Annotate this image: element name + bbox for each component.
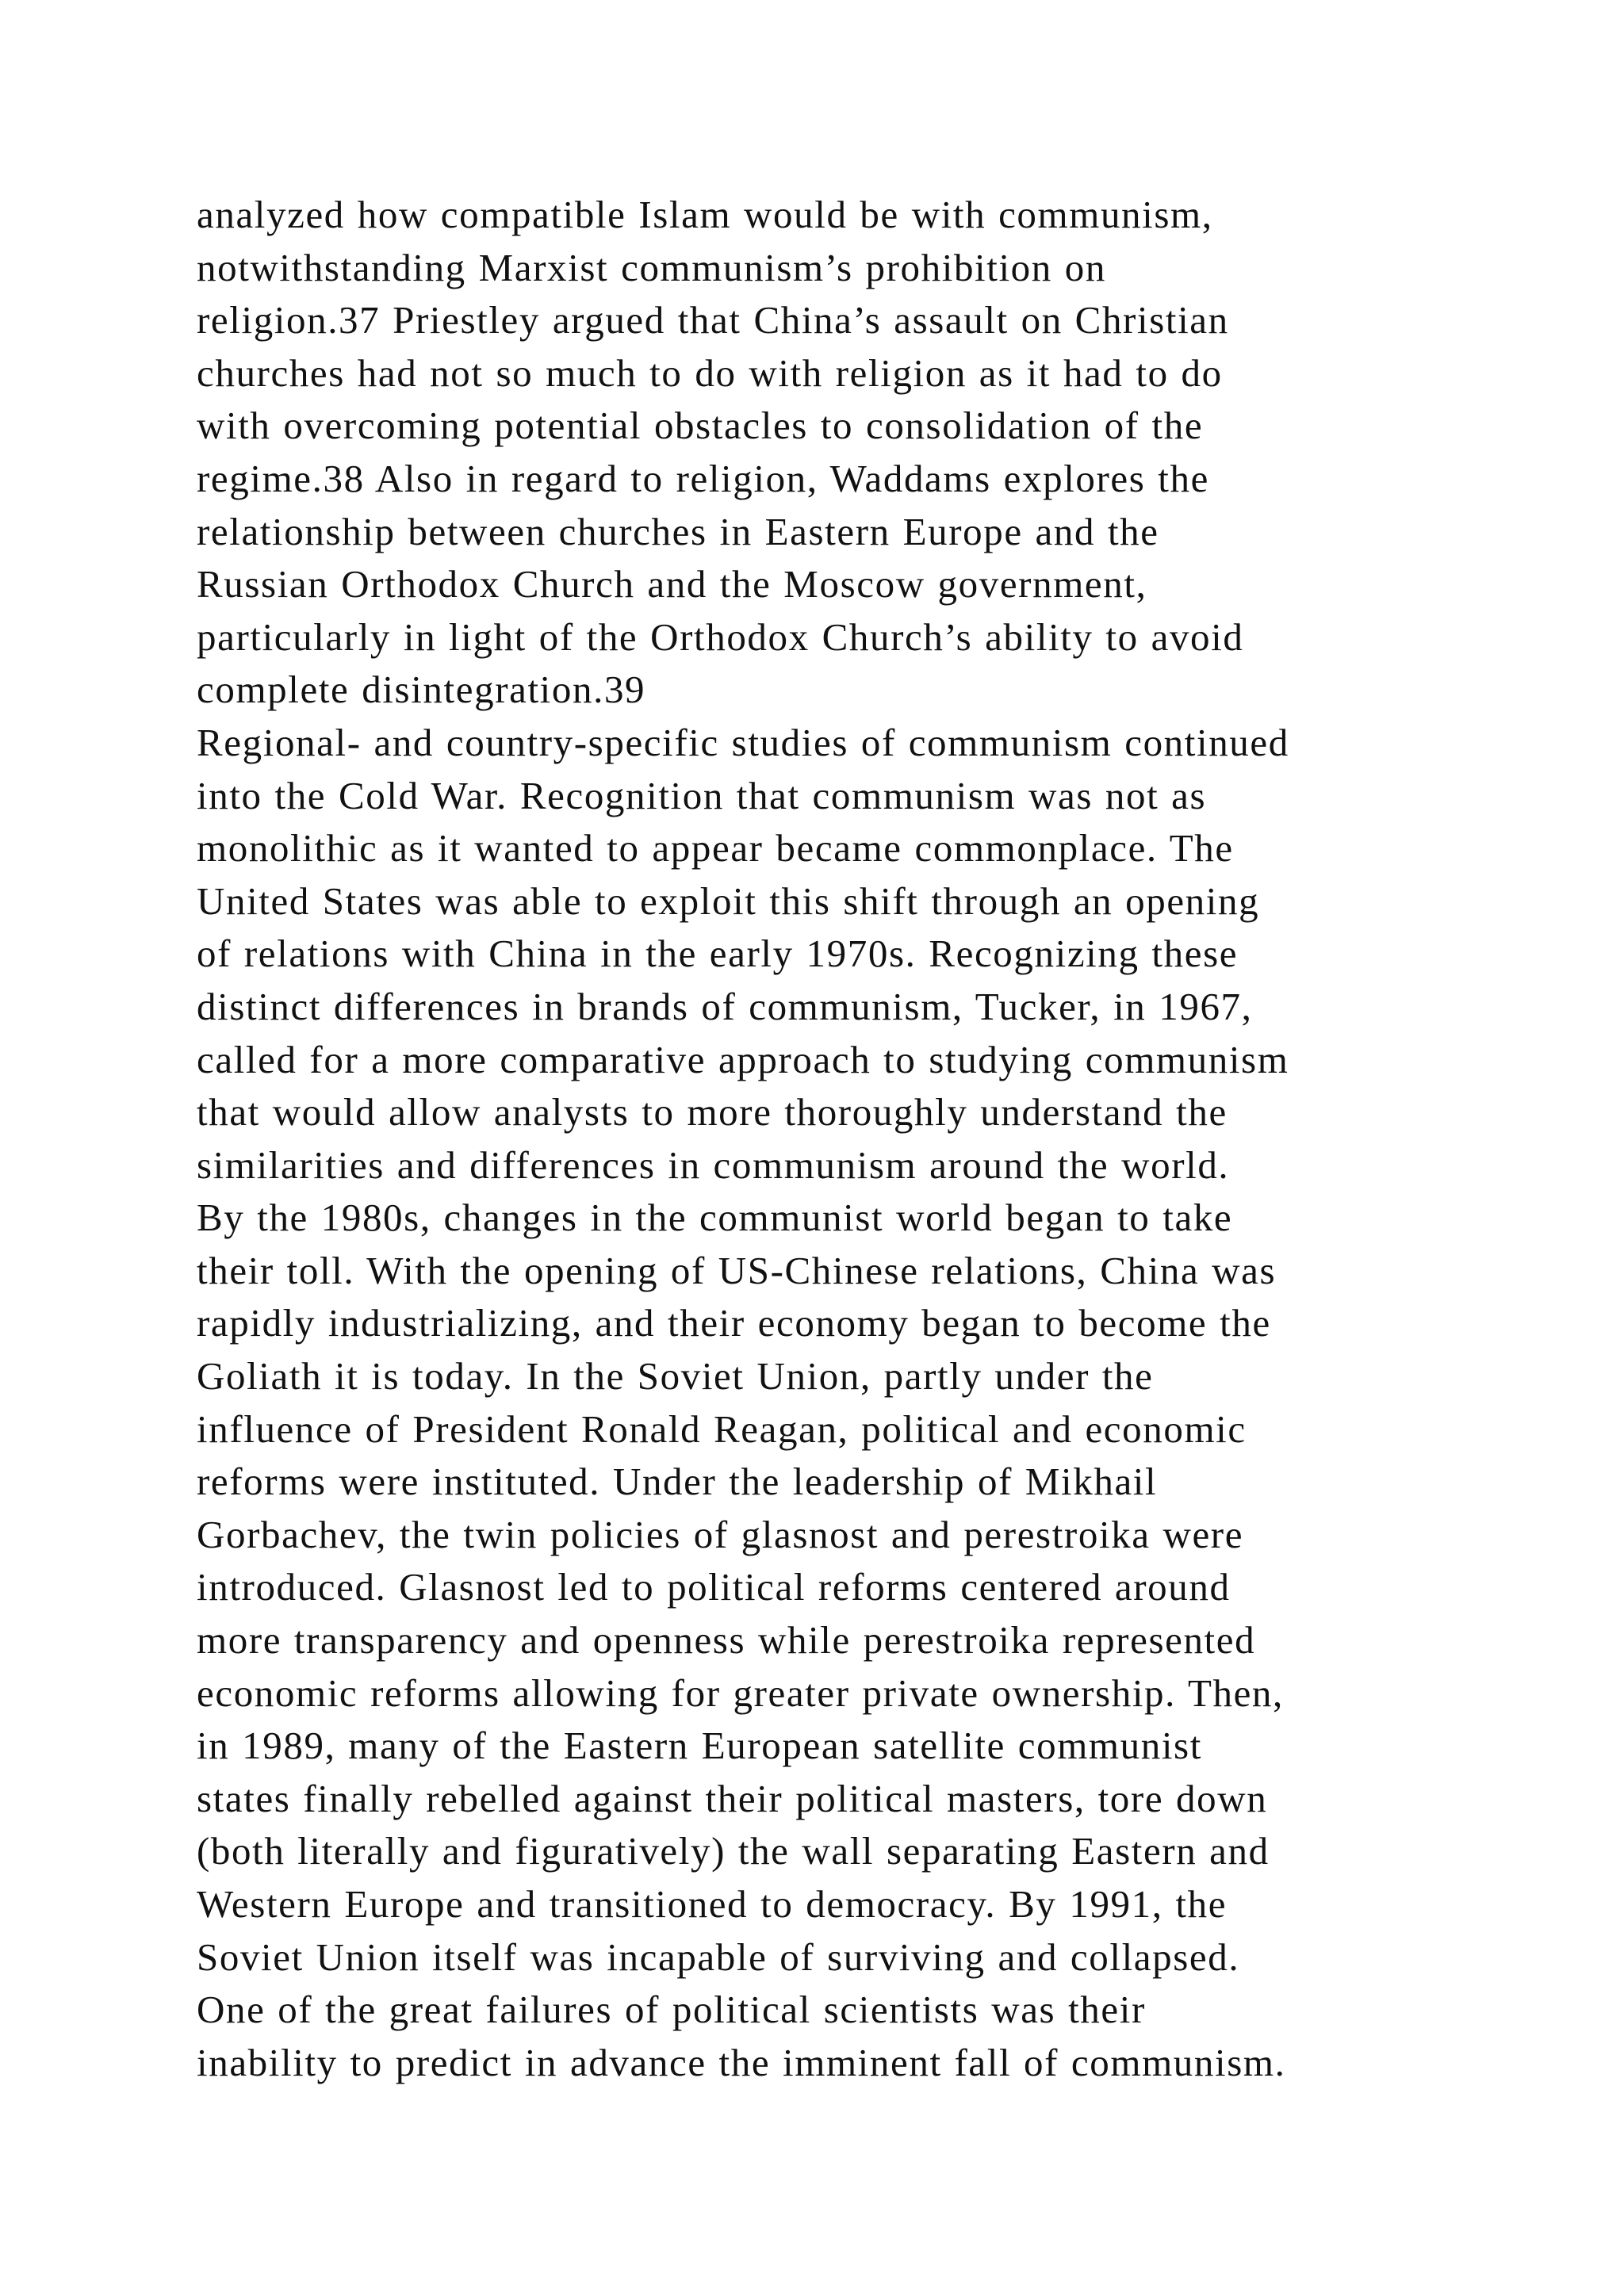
text-line: churches had not so much to do with religion as it had to do — [197, 350, 1223, 395]
text-line: influence of President Ronald Reagan, political and economic — [197, 1406, 1247, 1451]
text-line: religion.37 Priestley argued that China’s assault on Christian — [197, 298, 1229, 342]
text-line: introduced. Glasnost led to political reforms centered around — [197, 1565, 1231, 1609]
text-line: that would allow analysts to more thoroughly understand the — [197, 1090, 1228, 1135]
text-line: distinct differences in brands of communism, Tucker, in 1967, — [197, 984, 1253, 1028]
text-line: Soviet Union itself was incapable of surviving and collapsed. — [197, 1934, 1240, 1979]
text-line: United States was able to exploit this shift through an opening — [197, 878, 1260, 923]
text-line: relationship between churches in Eastern Europe and the — [197, 509, 1159, 553]
text-line: in 1989, many of the Eastern European satellite communist — [197, 1724, 1202, 1768]
text-line: similarities and differences in communism around the world. — [197, 1142, 1230, 1187]
text-line: notwithstanding Marxist communism’s prohibition on — [197, 245, 1106, 289]
text-line: One of the great failures of political scientists was their — [197, 1988, 1146, 2032]
text-line: into the Cold War. Recognition that communism was not as — [197, 773, 1207, 817]
text-line: monolithic as it wanted to appear became commonplace. The — [197, 826, 1234, 871]
text-line: states finally rebelled against their political masters, tore down — [197, 1776, 1268, 1820]
text-line: more transparency and openness while perestroika represented — [197, 1618, 1256, 1663]
text-line: complete disintegration.39 — [197, 668, 646, 712]
text-line: economic reforms allowing for greater private ownership. Then, — [197, 1670, 1284, 1715]
text-line: reforms were instituted. Under the leadership of Mikhail — [197, 1460, 1158, 1504]
text-line: of relations with China in the early 1970s. Recognizing these — [197, 932, 1239, 976]
text-line: particularly in light of the Orthodox Church’s ability to avoid — [197, 614, 1244, 659]
text-line: inability to predict in advance the imminent fall of communism. — [197, 2040, 1286, 2084]
body-text — [197, 189, 1608, 2089]
text-line: analyzed how compatible Islam would be with communism, — [197, 193, 1213, 236]
text-line: By the 1980s, changes in the communist world began to take — [197, 1196, 1233, 1240]
text-line: Regional- and country-specific studies of communism continued — [197, 720, 1289, 764]
text-line: called for a more comparative approach to studying communism — [197, 1037, 1289, 1081]
text-line: their toll. With the opening of US-Chinese relations, China was — [197, 1248, 1277, 1292]
text-line: with overcoming potential obstacles to consolidation of the — [197, 404, 1204, 448]
text-line: Russian Orthodox Church and the Moscow government, — [197, 562, 1147, 607]
text-line: (both literally and figuratively) the wall separating Eastern and — [197, 1829, 1270, 1873]
text-line: regime.38 Also in regard to religion, Waddams explores the — [197, 456, 1209, 500]
text-line: Western Europe and transitioned to democracy. By 1991, the — [197, 1882, 1228, 1926]
text-line: rapidly industrializing, and their economy began to become the — [197, 1301, 1271, 1345]
text-line: Goliath it is today. In the Soviet Union, partly under the — [197, 1354, 1154, 1399]
text-line: Gorbachev, the twin policies of glasnost and perestroika were — [197, 1512, 1244, 1556]
